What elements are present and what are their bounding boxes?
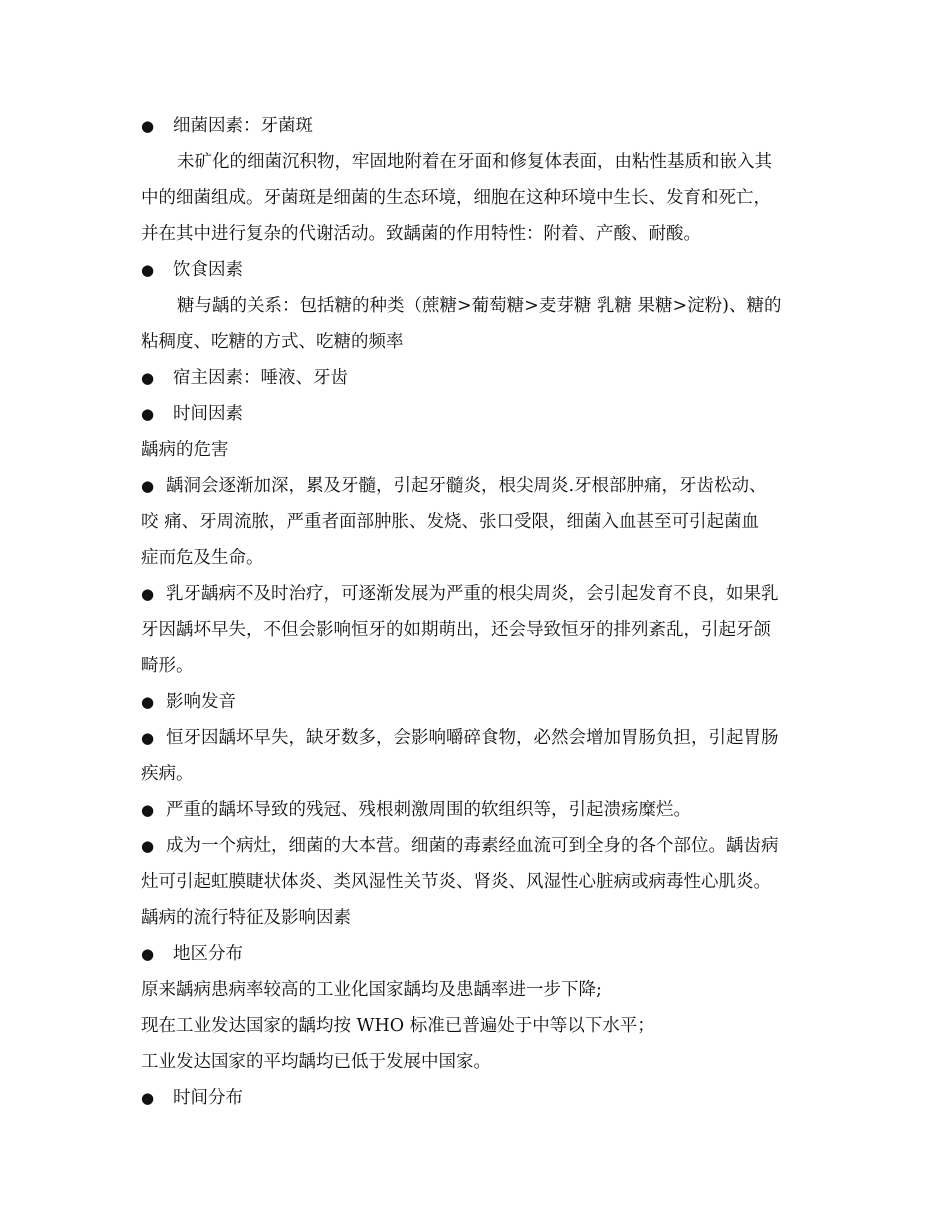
line-text: 影响发音 bbox=[166, 692, 236, 712]
line-text: 灶可引起虹膜睫状体炎、类风湿性关节炎、肾炎、风湿性心脏病或病毒性心肌炎。 bbox=[141, 872, 771, 892]
text-line: 工业发达国家的平均龋均已低于发展中国家。 bbox=[141, 1052, 491, 1072]
section-heading: 龋病的危害 bbox=[141, 440, 229, 460]
line-text: 恒牙因龋坏早失，缺牙数多，会影响嚼碎食物，必然会增加胃肠负担，引起胃肠 bbox=[166, 728, 779, 748]
bullet-dot-icon: ● bbox=[141, 369, 155, 387]
bullet-item bbox=[141, 360, 813, 396]
line-text: 成为一个病灶，细菌的大本营。细菌的毒素经血流可到全身的各个部位。龋齿病 bbox=[166, 836, 779, 856]
paragraph-line bbox=[141, 612, 813, 648]
line-text: 龋洞会逐渐加深，累及牙髓，引起牙髓炎，根尖周炎.牙根部肿痛，牙齿松动、 bbox=[166, 476, 767, 496]
bullet-item bbox=[141, 252, 813, 288]
text-line: 现在工业发达国家的龋均按 WHO 标准已普遍处于中等以下水平； bbox=[141, 1016, 655, 1036]
bullet-dot-icon: ● bbox=[141, 1089, 155, 1107]
bullet-item bbox=[141, 936, 813, 972]
paragraph-line bbox=[141, 756, 813, 792]
paragraph-line bbox=[141, 540, 813, 576]
bullet-item bbox=[141, 108, 813, 144]
bullet-text: 时间因素 bbox=[173, 404, 243, 424]
line-text: 咬 痛、牙周流脓，严重者面部肿胀、发烧、张口受限，细菌入血甚至可引起菌血 bbox=[141, 512, 760, 532]
paragraph-line bbox=[141, 864, 813, 900]
bullet-text: 宿主因素：唾液、牙齿 bbox=[173, 368, 348, 388]
bullet-dot-icon: ● bbox=[141, 405, 155, 423]
bullet-item bbox=[141, 720, 813, 756]
bullet-text: 时间分布 bbox=[173, 1088, 243, 1108]
paragraph-line: 糖与龋的关系：包括糖的种类（蔗糖>葡萄糖>麦芽糖 乳糖 果糖>淀粉)、糖的 bbox=[177, 296, 782, 316]
line-text: 乳牙龋病不及时治疗，可逐渐发展为严重的根尖周炎，会引起发育不良，如果乳 bbox=[166, 584, 779, 604]
bullet-item bbox=[141, 468, 813, 504]
line-text: 牙因龋坏早失，不但会影响恒牙的如期萌出，还会导致恒牙的排列紊乱，引起牙颌 bbox=[141, 620, 771, 640]
bullet-dot-icon: ● bbox=[141, 837, 155, 855]
bullet-item bbox=[141, 576, 813, 612]
paragraph-line bbox=[141, 504, 813, 540]
line-text: 严重的龋坏导致的残冠、残根刺激周围的软组织等，引起溃疡糜烂。 bbox=[166, 800, 691, 820]
bullet-dot-icon: ● bbox=[141, 585, 155, 603]
paragraph-line: 中的细菌组成。牙菌斑是细菌的生态环境，细胞在这种环境中生长、发育和死亡， bbox=[141, 188, 771, 208]
paragraph-line: 未矿化的细菌沉积物，牢固地附着在牙面和修复体表面，由粘性基质和嵌入其 bbox=[177, 152, 772, 172]
bullet-item bbox=[141, 396, 813, 432]
bullet-item bbox=[141, 684, 813, 720]
bullet-item bbox=[141, 1080, 813, 1116]
bullet-text: 细菌因素：牙菌斑 bbox=[173, 116, 313, 136]
bullet-dot-icon: ● bbox=[141, 117, 155, 135]
paragraph-line: 粘稠度、吃糖的方式、吃糖的频率 bbox=[141, 332, 404, 352]
paragraph-line bbox=[141, 648, 813, 684]
bullet-dot-icon: ● bbox=[141, 945, 155, 963]
line-text: 症而危及生命。 bbox=[141, 548, 264, 568]
bullet-dot-icon: ● bbox=[141, 477, 155, 495]
text-line: 原来龋病患病率较高的工业化国家龋均及患龋率进一步下降; bbox=[141, 980, 602, 1000]
bullet-text: 饮食因素 bbox=[173, 260, 243, 280]
bullet-item bbox=[141, 792, 813, 828]
bullet-item bbox=[141, 828, 813, 864]
section-heading: 龋病的流行特征及影响因素 bbox=[141, 908, 351, 928]
document-body bbox=[141, 108, 813, 1116]
paragraph-line: 并在其中进行复杂的代谢活动。致龋菌的作用特性：附着、产酸、耐酸。 bbox=[141, 224, 701, 244]
bullet-dot-icon: ● bbox=[141, 693, 155, 711]
bullet-dot-icon: ● bbox=[141, 801, 155, 819]
bullet-dot-icon: ● bbox=[141, 261, 155, 279]
line-text: 畸形。 bbox=[141, 656, 194, 676]
bullet-dot-icon: ● bbox=[141, 729, 155, 747]
bullet-text: 地区分布 bbox=[173, 944, 243, 964]
line-text: 疾病。 bbox=[141, 764, 194, 784]
